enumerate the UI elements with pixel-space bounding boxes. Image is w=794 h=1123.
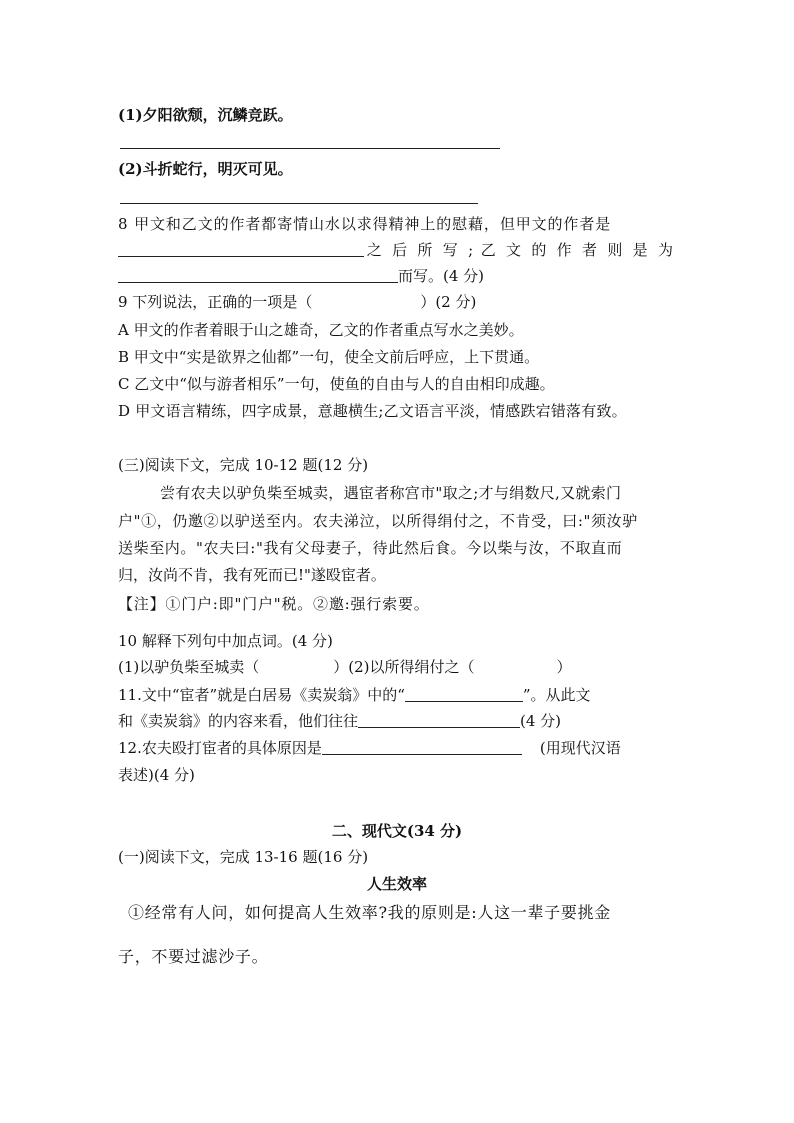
q11-text-3: 和《卖炭翁》的内容来看，他们往往	[118, 712, 359, 730]
q11-text-4: (4 分)	[520, 712, 562, 730]
section3-heading: (三)阅读下文，完成 10-12 题(12 分)	[118, 456, 369, 474]
q9-tail: ）(2 分)	[420, 293, 477, 311]
passage-line-3: 送柴至内。"农夫曰:"我有父母妻子，待此然后食。今以柴与汝，不取直而	[118, 539, 623, 557]
q11-text-1: 11.文中“宦者”就是白居易《卖炭翁》中的“	[118, 686, 405, 704]
q8-blank-1[interactable]	[118, 240, 364, 257]
q11-blank-1[interactable]	[405, 685, 523, 702]
q12-line2: 表述)(4 分)	[118, 766, 195, 784]
annotation-note: 【注】①门户:即"门户"税。②邀:强行索要。	[118, 595, 430, 613]
q9-stem: 9 下列说法，正确的一项是（	[118, 293, 313, 311]
q12-line1	[118, 738, 621, 758]
q9-option-a: A 甲文的作者着眼于山之雄奇，乙文的作者重点写水之美妙。	[118, 321, 524, 339]
passage-line-4: 归，汝尚不肯，我有死而已!"遂殴宦者。	[118, 566, 386, 584]
q10-items	[118, 657, 572, 677]
q8-text: 8 甲文和乙文的作者都寄情山水以求得精神上的慰藉，但甲文的作者是	[118, 215, 612, 233]
q11-blank-2[interactable]	[358, 711, 520, 728]
q12-text-2: (用现代汉语	[539, 739, 621, 757]
q8-line3	[118, 266, 484, 286]
q12-text-1: 12.农夫殴打宦者的具体原因是	[118, 739, 322, 757]
q8-text-2: 之 后 所 写 ; 乙 文 的 作 者 则 是 为	[364, 241, 673, 259]
q10-item-1: (1)以驴负柴至城卖（	[118, 658, 260, 676]
q7-item-1: (1)夕阳欲颓，沉鳞竞跃。	[118, 106, 293, 124]
q10-stem: 10 解释下列句中加点词。(4 分)	[118, 632, 333, 650]
article-para-line-1: ①经常有人问，如何提高人生效率?我的原则是:人这一辈子要挑金	[128, 903, 611, 922]
q11-line1	[118, 685, 591, 705]
q11-line2	[118, 711, 561, 731]
article-para-line-2: 子，不要过滤沙子。	[118, 947, 269, 966]
answer-line	[120, 203, 478, 204]
q9-option-b: B 甲文中“实是欲界之仙都”一句，使全文前后呼应，上下贯通。	[118, 348, 540, 366]
article-title: 人生效率	[366, 875, 427, 893]
q11-text-2: ”。从此文	[522, 686, 591, 704]
q7-item-2: (2)斗折蛇行，明灭可见。	[118, 160, 293, 178]
q10-item-2: ）(2)以所得绢付之（	[333, 658, 475, 676]
q12-blank[interactable]	[322, 738, 522, 755]
modern-section-heading: 二、现代文(34 分)	[331, 822, 463, 840]
q9-option-d: D 甲文语言精练，四字成景，意趣横生;乙文语言平淡，情感跌宕错落有致。	[118, 402, 627, 420]
q8-text-3: 而写。(4 分)	[398, 267, 485, 285]
answer-line	[120, 148, 500, 149]
q8-line2	[118, 240, 673, 260]
q9-option-c: C 乙文中“似与游者相乐”一句，使鱼的自由与人的自由相印成趣。	[118, 375, 555, 393]
q10-close: ）	[556, 658, 572, 676]
passage-line-2: 户"①，仍邀②以驴送至内。农夫涕泣，以所得绢付之，不肯受，曰:"须汝驴	[118, 512, 638, 530]
q9-stem-line	[118, 292, 476, 312]
passage-line-1: 尝有农夫以驴负柴至城卖，遇宦者称宫市"取之;才与绢数尺,又就索门	[160, 484, 622, 502]
modern-subheading: (一)阅读下文，完成 13-16 题(16 分)	[118, 848, 369, 866]
q8-blank-2[interactable]	[118, 266, 398, 283]
